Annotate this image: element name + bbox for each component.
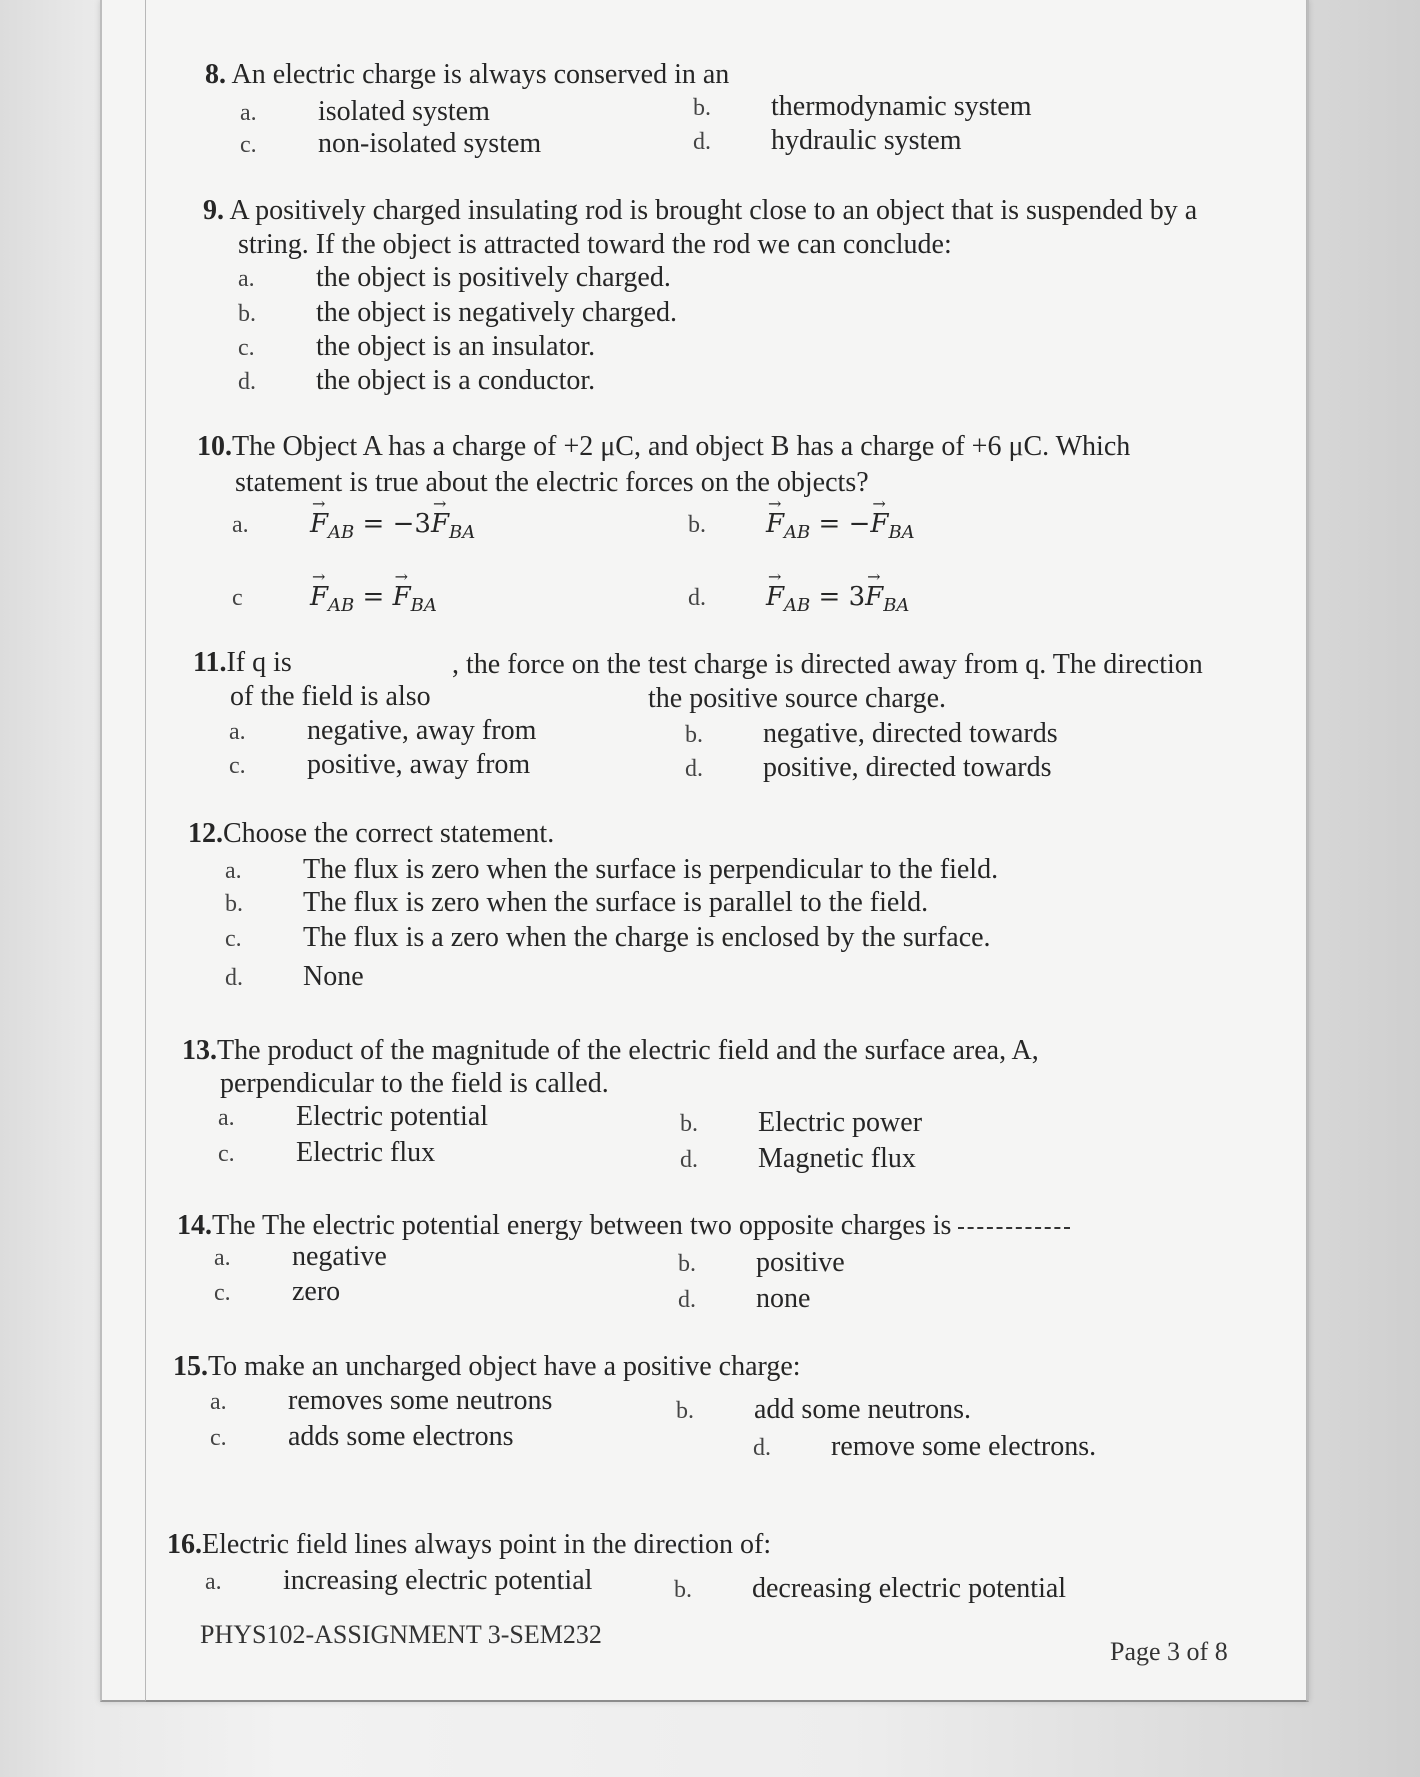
option-a[interactable] [232, 507, 475, 550]
option-letter: a. [214, 1245, 231, 1271]
option-d[interactable] [238, 364, 595, 399]
option-letter: b. [238, 301, 256, 327]
option-c[interactable] [232, 580, 437, 623]
question-number: 10. [197, 431, 232, 462]
option-text: isolated system [318, 96, 490, 127]
question-10 [197, 430, 1130, 464]
option-letter: a. [238, 266, 255, 292]
question-stem-part-1: If q is [226, 647, 292, 678]
option-d[interactable] [678, 1282, 810, 1317]
question-number: 15. [173, 1351, 208, 1382]
question-stem: An electric charge is always conserved in an [231, 59, 730, 90]
option-letter: d. [238, 369, 256, 395]
option-text: zero [292, 1276, 341, 1307]
question-number: 13. [182, 1035, 217, 1066]
course-footer: PHYS102-ASSIGNMENT 3-SEM232 [200, 1620, 602, 1649]
vector-arrow: → F [766, 580, 784, 614]
vector-arrow: → F [310, 580, 328, 614]
option-b[interactable] [674, 1572, 1066, 1607]
formula: → $F_{AB}$ = −→ $F_{BA}$ [766, 509, 915, 539]
formula: → $F_{AB} = 3\to F_{BA}$ [766, 582, 909, 612]
option-a[interactable] [238, 261, 671, 296]
option-letter: a. [225, 858, 242, 884]
option-text: non-isolated system [318, 128, 542, 159]
option-letter: c. [229, 753, 246, 779]
option-letter: a. [210, 1389, 227, 1415]
option-letter: d. [688, 585, 706, 611]
option-letter: c. [225, 926, 242, 952]
option-c[interactable] [210, 1420, 514, 1455]
option-letter: b. [693, 95, 711, 121]
question-stem-line-1: A positively charged insulating rod is brought close to an object that is suspended by a [229, 195, 1198, 226]
option-letter: b. [685, 722, 703, 748]
option-text: thermodynamic system [771, 91, 1032, 122]
vector-arrow: → F [431, 507, 449, 541]
option-letter: c. [238, 335, 255, 361]
page-number: Page 3 of 8 [1110, 1637, 1228, 1666]
option-text: the object is a conductor. [316, 365, 596, 396]
option-text: positive [756, 1247, 845, 1278]
option-text: remove some electrons. [831, 1431, 1097, 1462]
question-stem-line-1: The Object A has a charge of +2 μC, and object B has a charge of +6 μC. Which [232, 431, 1131, 462]
option-letter: c. [210, 1425, 227, 1451]
option-letter: a. [229, 719, 246, 745]
option-text: Electric flux [296, 1137, 436, 1168]
option-text: The flux is a zero when the charge is enclosed by the surface. [303, 922, 991, 953]
answer-blank [958, 1227, 1070, 1229]
question-stem: To make an uncharged object have a positive charge: [208, 1351, 801, 1382]
option-text: Electric potential [296, 1101, 489, 1132]
vector-arrow: → F [393, 580, 411, 614]
question-stem: Choose the correct statement. [223, 818, 555, 849]
option-letter: d. [693, 129, 711, 155]
option-text: The flux is zero when the surface is parallel to the field. [303, 887, 929, 918]
option-a[interactable] [225, 853, 998, 888]
question-11-line-2 [230, 680, 431, 714]
vector-arrow: → F [870, 507, 888, 541]
option-d[interactable] [225, 960, 364, 995]
option-c[interactable] [240, 127, 541, 162]
option-b[interactable] [678, 1246, 845, 1281]
option-letter: b. [674, 1577, 692, 1603]
option-d[interactable] [685, 751, 1051, 786]
option-text: hydraulic system [771, 125, 962, 156]
option-letter: c [232, 585, 243, 611]
option-c[interactable] [218, 1136, 435, 1171]
option-a[interactable] [210, 1384, 552, 1419]
option-c[interactable] [214, 1275, 340, 1310]
option-text: negative, directed towards [763, 718, 1058, 749]
option-b[interactable] [688, 507, 915, 550]
option-text: positive, away from [307, 749, 531, 780]
option-letter: b. [680, 1111, 698, 1137]
option-text: Electric power [758, 1107, 923, 1138]
option-a[interactable] [229, 714, 536, 749]
option-letter: b. [676, 1398, 694, 1424]
option-d[interactable] [693, 124, 962, 159]
option-text: positive, directed towards [763, 752, 1052, 783]
option-text: None [303, 961, 364, 992]
question-9 [203, 194, 1197, 228]
option-letter: c. [218, 1141, 235, 1167]
option-text: the object is positively charged. [316, 262, 671, 293]
option-letter: d. [685, 756, 703, 782]
option-text: adds some electrons [288, 1421, 514, 1452]
option-letter: d. [680, 1147, 698, 1173]
option-d[interactable] [688, 580, 909, 623]
option-letter: a. [232, 512, 249, 538]
question-number: 9. [203, 195, 224, 226]
option-letter: d. [678, 1287, 696, 1313]
question-16 [167, 1528, 771, 1562]
option-letter: a. [205, 1569, 222, 1595]
question-stem-part-4: the positive source charge. [648, 683, 947, 714]
option-text: increasing electric potential [283, 1565, 593, 1596]
option-text: Magnetic flux [758, 1143, 916, 1174]
option-text: the object is negatively charged. [316, 297, 678, 328]
vector-arrow: → F [766, 507, 784, 541]
question-stem-line-2: perpendicular to the field is called. [220, 1068, 609, 1099]
option-letter: d. [225, 965, 243, 991]
option-text: add some neutrons. [754, 1394, 971, 1425]
question-stem-line-2: statement is true about the electric forces on the objects? [235, 467, 869, 498]
option-b[interactable] [676, 1393, 971, 1428]
question-stem-line-2: string. If the object is attracted toward the rod we can conclude: [238, 229, 952, 260]
option-b[interactable] [693, 90, 1032, 125]
option-b[interactable] [238, 296, 677, 331]
option-c[interactable] [225, 921, 991, 956]
option-text: negative [292, 1241, 387, 1272]
question-11-line-2b [648, 682, 946, 716]
option-letter: c. [240, 132, 257, 158]
vector-arrow: → F [310, 507, 328, 541]
question-13-line-2 [220, 1067, 609, 1101]
option-a[interactable] [240, 95, 490, 130]
option-text: The flux is zero when the surface is perpendicular to the field. [303, 854, 999, 885]
option-b[interactable] [680, 1106, 922, 1141]
question-stem-part-3: of the field is also [230, 681, 431, 712]
option-letter: b. [688, 512, 706, 538]
option-text: decreasing electric potential [752, 1573, 1067, 1604]
option-d[interactable] [680, 1142, 916, 1177]
question-12 [188, 817, 554, 851]
option-c[interactable] [238, 330, 595, 365]
question-stem: Electric field lines always point in the direction of: [202, 1529, 772, 1560]
option-letter: b. [225, 891, 243, 917]
question-8 [205, 58, 729, 92]
question-stem-part-2: , the force on the test charge is directed away from q. The direction [452, 649, 1203, 680]
option-text: none [756, 1283, 811, 1314]
question-number: 8. [205, 59, 226, 90]
option-b[interactable] [685, 717, 1058, 752]
option-text: the object is an insulator. [316, 331, 596, 362]
option-text: removes some neutrons [288, 1385, 553, 1416]
question-number: 16. [167, 1529, 202, 1560]
formula: → $F_{AB}$ = → $F_{BA}$ [310, 582, 437, 612]
option-a[interactable] [214, 1240, 387, 1275]
option-d[interactable] [753, 1430, 1096, 1465]
vector-arrow: → F [865, 580, 883, 614]
option-c[interactable] [229, 748, 530, 783]
question-11 [193, 646, 292, 680]
option-letter: a. [218, 1105, 235, 1131]
question-stem: The The electric potential energy between two opposite charges is [212, 1210, 952, 1241]
question-14 [177, 1209, 1070, 1243]
formula: → $F_{AB} = -3\to F_{BA}$ [310, 509, 475, 539]
question-11-part-2 [452, 648, 1203, 682]
question-number: 12. [188, 818, 223, 849]
question-number: 11. [193, 647, 227, 678]
option-letter: a. [240, 100, 257, 126]
question-number: 14. [177, 1210, 212, 1241]
question-stem-line-1: The product of the magnitude of the electric field and the surface area, A, [217, 1035, 1039, 1066]
question-9-line-2 [238, 228, 952, 262]
option-letter: c. [214, 1280, 231, 1306]
option-a[interactable] [205, 1564, 592, 1599]
question-13 [182, 1034, 1039, 1068]
option-b[interactable] [225, 886, 928, 921]
option-letter: d. [753, 1435, 771, 1461]
option-a[interactable] [218, 1100, 488, 1135]
option-letter: b. [678, 1251, 696, 1277]
question-15 [173, 1350, 801, 1384]
option-text: negative, away from [307, 715, 537, 746]
